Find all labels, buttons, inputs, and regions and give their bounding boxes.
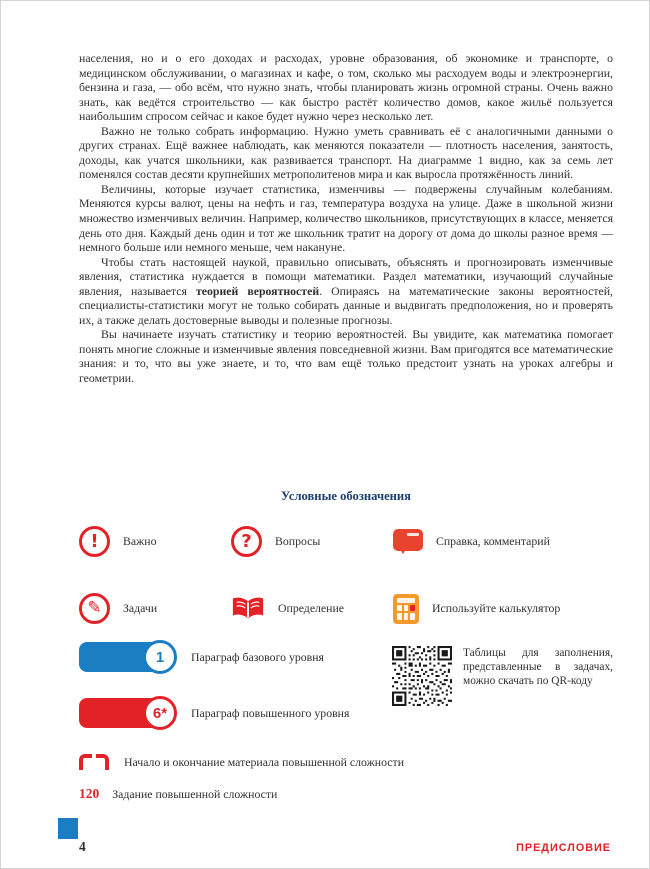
comment-icon [393,529,423,551]
legend-item-label: Определение [278,601,345,615]
footer-section-title: ПРЕДИСЛОВИЕ [516,842,611,854]
legend-item-important [79,526,231,557]
paragraph: населения, но и о его доходах и расходах, уровне образования, об экономике и транспорте, о медицинском обслуживании, о магазинах и кафе, о том, сколько мы расходуем воды и электроэнергии, бензина и газа, — обо всём, что нужно знать, чтобы планировать жизнь огромной страны. Очень важно знать, как ведётся строительство — как быстро растёт количество домов, какое жильё пользуется наибольшим спросом сейчас и какое будет нужно через несколько лет. [79,51,613,124]
paragraph: Важно не только собрать информацию. Нужно уметь сравнивать её с аналогичными данными о других странах. Ещё важнее наблюдать, как меняются показатели — плотность населения, занятость, доходы, как учатся школьники, как развивается транспорт. На диаграмме 1 видно, как за семь лет поменялся состав десяти крупнейших метрополитенов мира и как выросла протяжённость линий. [79,123,613,182]
legend-item-tasks [79,593,231,624]
legend-item-questions [231,526,393,557]
calc-key [410,605,415,612]
hard-task-row [79,786,613,802]
legend-item-calculator [393,593,613,624]
qr-block [392,646,613,728]
question-icon [231,526,262,557]
advanced-level-label: Параграф повышенного уровня [191,705,350,720]
bracket-open-icon [79,754,92,770]
advanced-level-marker [79,698,392,728]
question-glyph: ? [241,530,252,552]
calc-key [397,605,402,612]
base-level-marker [79,642,392,672]
bold-term: теорией вероятностей [196,283,320,298]
legend-item-label: Важно [123,534,157,548]
page-number: 4 [79,839,86,854]
base-level-number: 1 [143,640,177,674]
hard-task-label: Задание повышенной сложности [112,787,278,801]
paragraph-text: . Опираясь на математические законы вероятностей, специалисты-статистики могут не только собирать данные и выдвигать предположения, но и проверять их, а также делать достоверные выводы и полезные прогнозы. [79,283,613,327]
levels-and-qr [79,642,613,728]
bracket-close-icon [96,754,109,770]
hard-task-number: 120 [79,786,100,801]
brackets-label: Начало и окончание материала повышенной сложности [124,754,405,769]
brackets-row [79,754,613,770]
calc-key [410,613,415,620]
level-markers [79,642,392,728]
advanced-level-number: 6* [143,696,177,730]
calc-key [397,613,402,620]
bracket-icons [79,754,109,770]
legend-section [79,489,613,802]
paragraph-text: Чтобы стать настоящей наукой, правильно описывать, объяснять и прогнозировать изменчивые явления, статистика нуждается в помощи математики. Раздел математики, изучающий случайные явления, называется [79,254,613,298]
calculator-display [397,598,415,603]
legend-item-label: Справка, комментарий [436,534,550,548]
exclamation-glyph: ! [90,530,99,552]
bubble-fold [407,533,419,536]
paragraph [79,255,613,328]
legend-item-label: Вопросы [275,534,321,548]
calc-key [404,605,409,612]
legend-item-label: Используйте калькулятор [432,601,561,615]
exclamation-icon [79,526,110,557]
book-icon [231,596,265,622]
legend-item-label: Задачи [123,601,158,615]
calculator-keys [397,605,415,620]
qr-note: Таблицы для заполнения, представленные в задачах, можно скачать по QR-коду [463,647,613,687]
footer-blue-square [58,818,78,839]
intro-text-block [79,51,613,386]
legend-item-comment [393,526,613,557]
legend-title: Условные обозначения [280,489,411,503]
base-level-label: Параграф базового уровня [191,649,324,664]
legend-grid [79,526,613,624]
calc-key [404,613,409,620]
advanced-level-badge [79,698,177,728]
pencil-icon [79,593,110,624]
calculator-icon [393,594,419,624]
paragraph: Величины, которые изучает статистика, изменчивы — подвержены случайным колебаниям. Меняются курсы валют, цены на нефть и газ, температура воздуха на улице. Даже в школьной жизни множество изменчивых величин. Например, количество школьников, присутствующих в классе, меняется день ото дня. Каждый день один и тот же школьник тратит на дорогу от дома до школы разное время — немного больше или немного меньше, чем накануне. [79,181,613,255]
base-level-badge [79,642,177,672]
pencil-glyph: ✎ [87,598,102,618]
paragraph: Вы начинаете изучать статистику и теорию вероятностей. Вы увидите, как математика помогает понять многие сложные и изменчивые явления повседневной жизни. Вам пригодятся все математические знания: и то, что вы уже знаете, и то, что вам ещё только предстоит узнать на уроках алгебры и геометрии. [79,327,613,386]
legend-item-definition [231,593,393,624]
qr-code [392,646,452,706]
